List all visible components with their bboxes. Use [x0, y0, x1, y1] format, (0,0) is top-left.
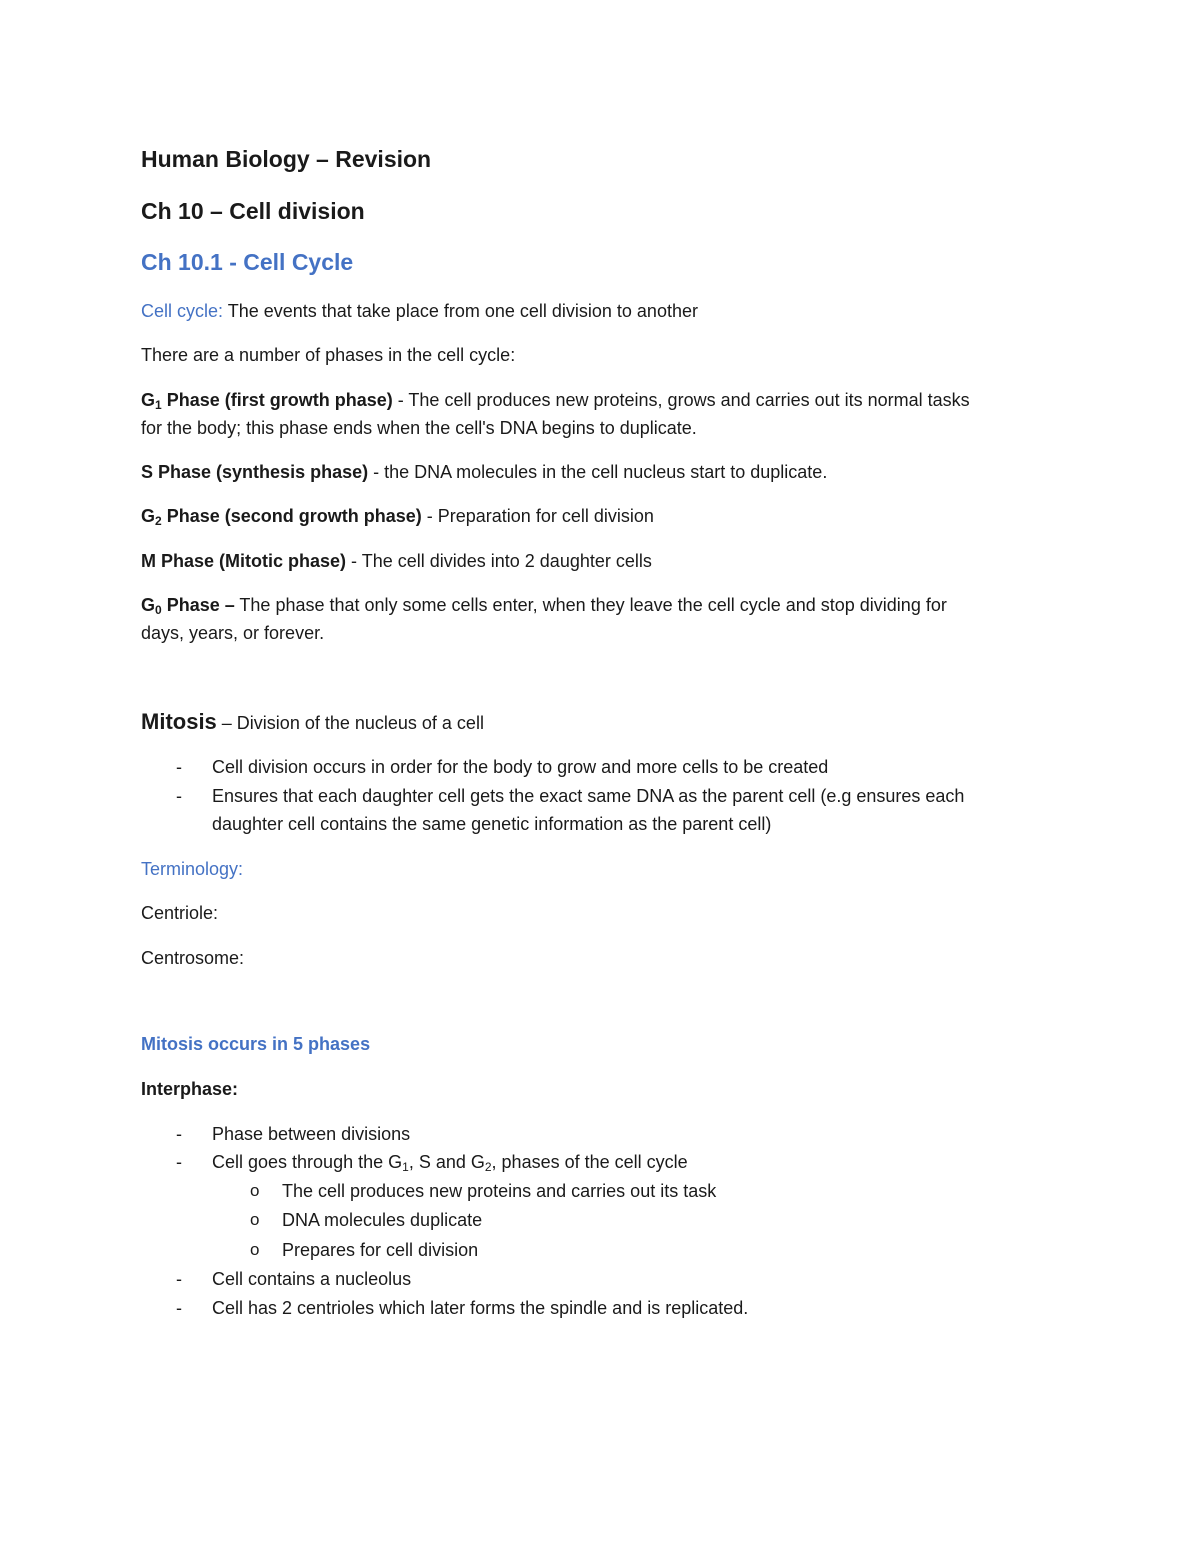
- mitosis-term: Mitosis: [141, 709, 217, 734]
- g2-label: [141, 506, 422, 526]
- mitosis-bullet-2-cont: daughter cell contains the same genetic information as the parent cell): [212, 814, 772, 834]
- g2-phase: [141, 502, 654, 530]
- centriole-term: Centriole:: [141, 903, 219, 923]
- cell-cycle-term: Cell cycle:: [141, 301, 224, 321]
- interphase-sub-bullet-2: DNA molecules duplicate: [282, 1210, 483, 1230]
- g1-label: [141, 390, 393, 410]
- mitosis-bullet-2: Ensures that each daughter cell gets the exact same DNA as the parent cell (e.g ensures each: [212, 786, 965, 806]
- sub-bullet-marker: o: [250, 1210, 260, 1229]
- m-phase-label: M Phase (Mitotic phase): [141, 551, 347, 571]
- g1-prefix: G: [141, 390, 156, 410]
- interphase-sub-bullet-3: Prepares for cell division: [282, 1240, 479, 1260]
- cell-cycle-text: The events that take place from one cell division to another: [223, 301, 698, 321]
- phases-intro: There are a number of phases in the cell cycle:: [141, 345, 516, 365]
- section-heading: Ch 10.1 - Cell Cycle: [141, 249, 354, 275]
- bullet-dash: -: [176, 1152, 182, 1172]
- s-phase-text: - the DNA molecules in the cell nucleus start to duplicate.: [368, 462, 828, 482]
- g1-text-1: - The cell produces new proteins, grows and carries out its normal tasks: [392, 390, 970, 410]
- bullet2-part-a: Cell goes through the G: [212, 1152, 403, 1172]
- mitosis-phases-heading: Mitosis occurs in 5 phases: [141, 1034, 371, 1054]
- interphase-bullet-2: [212, 1148, 688, 1176]
- g0-phase-line2: days, years, or forever.: [141, 623, 325, 643]
- bullet-dash: -: [176, 786, 182, 806]
- interphase-sub-bullet-1: The cell produces new proteins and carries out its task: [282, 1181, 717, 1201]
- g1-subscript: 1: [155, 398, 162, 412]
- g1-phase-line1: [141, 386, 970, 414]
- g2-prefix: G: [141, 506, 156, 526]
- s-phase: [141, 458, 827, 486]
- m-phase-text: - The cell divides into 2 daughter cells: [346, 551, 652, 571]
- g0-phase-line1: [141, 591, 947, 619]
- g0-text-1: The phase that only some cells enter, when they leave the cell cycle and stop dividing for: [234, 595, 947, 615]
- bullet-dash: -: [176, 1298, 182, 1318]
- g0-subscript: 0: [155, 603, 162, 617]
- chapter-heading: Ch 10 – Cell division: [141, 198, 365, 224]
- bullet2-part-b: , S and G: [408, 1152, 485, 1172]
- bullet-dash: -: [176, 1124, 182, 1144]
- bullet2-part-c: , phases of the cell cycle: [491, 1152, 688, 1172]
- terminology-heading: Terminology:: [141, 859, 244, 879]
- mitosis-text: – Division of the nucleus of a cell: [216, 713, 484, 733]
- g1-label-text: Phase (first growth phase): [161, 390, 393, 410]
- g2-subscript: 2: [155, 514, 162, 528]
- interphase-bullet-1: Phase between divisions: [212, 1124, 411, 1144]
- g0-label: [141, 595, 235, 615]
- g2-text: - Preparation for cell division: [421, 506, 654, 526]
- s-phase-label: S Phase (synthesis phase): [141, 462, 369, 482]
- g2-label-text: Phase (second growth phase): [161, 506, 422, 526]
- document-title: Human Biology – Revision: [141, 146, 432, 172]
- interphase-bullet-4: Cell has 2 centrioles which later forms the spindle and is replicated.: [212, 1298, 749, 1318]
- bullet2-sub-2: 2: [484, 1160, 492, 1174]
- centrosome-term: Centrosome:: [141, 948, 245, 968]
- mitosis-definition: [141, 708, 484, 737]
- interphase-bullet-3: Cell contains a nucleolus: [212, 1269, 412, 1289]
- cell-cycle-definition: [141, 297, 698, 325]
- g1-phase-line2: for the body; this phase ends when the cell's DNA begins to duplicate.: [141, 418, 697, 438]
- g0-prefix: G: [141, 595, 156, 615]
- interphase-heading: Interphase:: [141, 1079, 239, 1099]
- bullet-dash: -: [176, 1269, 182, 1289]
- sub-bullet-marker: o: [250, 1181, 260, 1200]
- g0-label-text: Phase –: [161, 595, 235, 615]
- bullet-dash: -: [176, 757, 182, 777]
- m-phase: [141, 547, 652, 575]
- bullet2-sub-1: 1: [402, 1160, 409, 1174]
- mitosis-bullet-1: Cell division occurs in order for the body to grow and more cells to be created: [212, 757, 829, 777]
- sub-bullet-marker: o: [250, 1240, 260, 1259]
